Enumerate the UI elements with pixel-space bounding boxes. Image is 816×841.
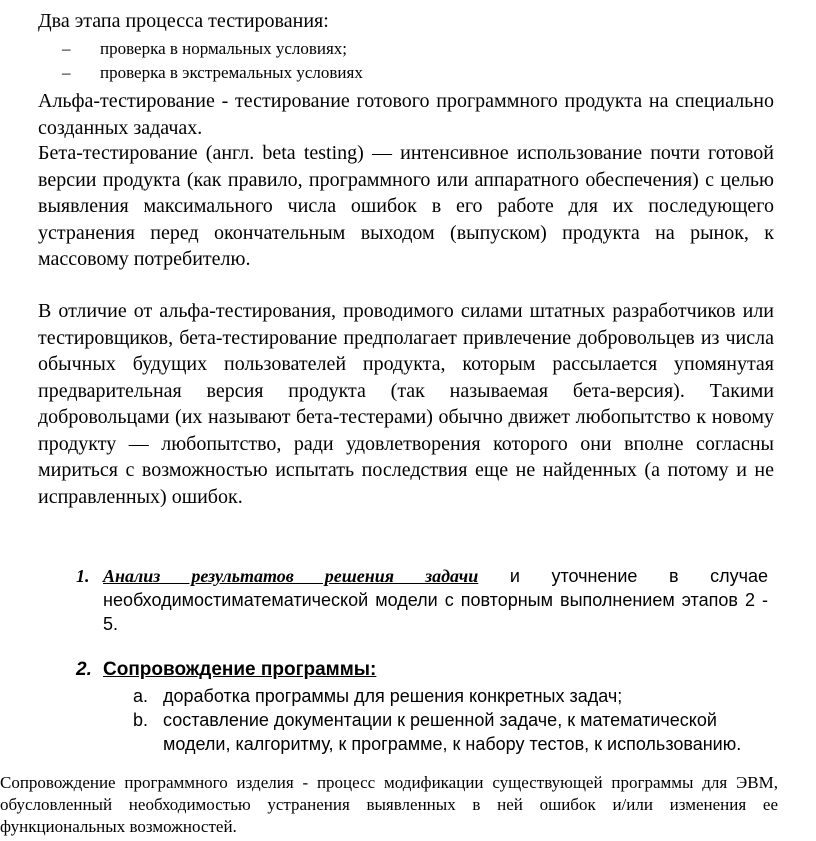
stage-text: проверка в экстремальных условиях — [100, 63, 363, 82]
list-number: 1. — [76, 566, 90, 586]
dash-marker: – — [62, 63, 71, 82]
sub-item-text: составление документации к решенной задаче, к математической модели, калгоритму, к программе, к набору тестов, к использованию. — [163, 710, 742, 754]
alpha-testing-paragraph: Альфа-тестирование - тестирование готового программного продукта на специально созданных задачах. — [38, 90, 774, 139]
stage-text: проверка в нормальных условиях; — [100, 39, 348, 58]
list-item-text: и уточнение в случае необходимостиматематической модели с повторным выполнением этапов 2 - 5. — [103, 566, 769, 634]
sub-item-text: доработка программы для решения конкретных задач; — [163, 686, 623, 706]
sub-item-marker: a. — [133, 686, 149, 706]
dash-marker: – — [62, 39, 71, 58]
list-number: 2. — [76, 659, 92, 680]
list-item-analysis — [103, 564, 768, 636]
comparison-paragraph: В отличие от альфа-тестирования, проводимого силами штатных разработчиков или тестировщиков, бета-тестирование предполагает привлечение добровольцев из числа обычных будущих пользователей продукта, которым рассылается упомянутая предварительная версия продукта (так называемая бета-версия). Такими добровольцами (их называют бета-тестерами) обычно движет любопытство к новому продукту — любопытство, ради удовлетворения которого они вполне согласны мириться с возможностью испытать последствия еще не найденных (а потому и не исправленных) ошибок. — [38, 300, 774, 508]
section-heading: Два этапа процесса тестирования: — [38, 10, 329, 32]
stage-item — [62, 38, 348, 60]
sub-item-marker: b. — [133, 710, 149, 730]
beta-testing-paragraph: Бета-тестирование (англ. beta testing) — интенсивное использование почти готовой версии продукта (как правило, программного или аппаратного обеспечения) с целью выявления максимального числа ошибок в его работе для их последующего устранения перед окончательным выходом (выпуском) продукта на рынок, к массовому потребителю. — [38, 142, 774, 270]
stage-item — [62, 62, 363, 84]
maintenance-definition: Сопровождение программного изделия - процесс модификации существующей программы для ЭВМ, обусловленный необходимостью устранения выявленных в ней ошибок и/или изменения ее функциональных возможностей. — [0, 773, 778, 836]
maintenance-title: Сопровождение программы: — [103, 659, 377, 680]
list-item-title: Анализ результатов решения задачи — [103, 566, 479, 586]
